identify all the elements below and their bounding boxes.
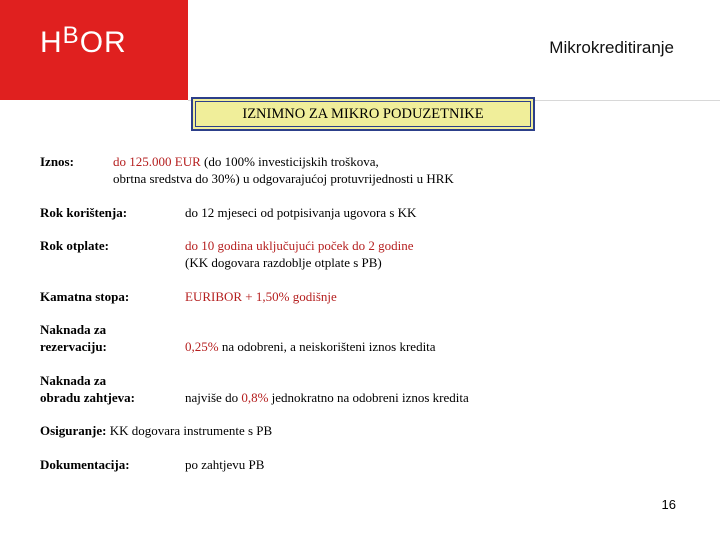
slide-title: Mikrokreditiranje	[549, 38, 674, 57]
title-banner-text: IZNIMNO ZA MIKRO PODUZETNIKE	[195, 101, 531, 127]
dokumentacija-value: po zahtjevu PB	[185, 457, 265, 472]
logo-letter-b: B	[62, 22, 80, 49]
rok-otplate-period: do 10 godina uključujući poček do 2 godine	[185, 238, 414, 253]
osiguranje-row	[40, 422, 272, 439]
logo-letter-r: R	[104, 26, 127, 59]
iznos-detail: (do 100% investicijskih troškova,	[200, 154, 379, 169]
rok-otplate-note: (KK dogovara razdoblje otplate s PB)	[185, 255, 382, 270]
naknada-rezervacija-value	[185, 338, 436, 355]
rok-otplate-value	[185, 237, 414, 271]
kamatna-stopa-label: Kamatna stopa:	[40, 289, 130, 304]
naknada-obrada-label-line2: obradu zahtjeva:	[40, 390, 135, 405]
logo-letter-o: O	[79, 26, 105, 59]
kamatna-stopa-value: EURIBOR + 1,50% godišnje	[185, 289, 337, 304]
osiguranje-value: KK dogovara instrumente s PB	[106, 423, 273, 438]
naknada-rezervacija-detail: na odobreni, a neiskorišteni iznos kredita	[218, 339, 436, 354]
hbor-logo	[40, 22, 127, 59]
naknada-rezervacija-rate: 0,25%	[185, 339, 219, 354]
naknada-rezervacija-label-line1: Naknada za	[40, 322, 107, 337]
naknada-obrada-label-line1: Naknada za	[40, 373, 107, 388]
naknada-obrada-value	[185, 389, 469, 406]
iznos-label: Iznos:	[40, 154, 74, 169]
logo-panel	[0, 0, 188, 100]
rok-otplate-label: Rok otplate:	[40, 238, 109, 253]
page-number: 16	[661, 497, 676, 512]
header-band	[188, 0, 720, 101]
naknada-obrada-detail: jednokratno na odobreni iznos kredita	[268, 390, 469, 405]
naknada-obrada-rate: 0,8%	[241, 390, 269, 405]
iznos-amount: do 125.000 EUR	[113, 154, 201, 169]
iznos-detail-line2: obrtna sredstva do 30%) u odgovarajućoj protuvrijednosti u HRK	[113, 171, 454, 186]
rok-koristenja-label: Rok korištenja:	[40, 205, 128, 220]
osiguranje-label: Osiguranje:	[40, 423, 107, 438]
rok-koristenja-value: do 12 mjeseci od potpisivanja ugovora s KK	[185, 205, 417, 220]
iznos-value	[113, 153, 454, 187]
dokumentacija-label: Dokumentacija:	[40, 457, 130, 472]
naknada-rezervacija-label	[40, 321, 107, 355]
naknada-rezervacija-label-line2: rezervaciju:	[40, 339, 107, 354]
naknada-obrada-label	[40, 372, 135, 406]
naknada-obrada-prefix: najviše do	[185, 390, 242, 405]
title-banner	[191, 97, 535, 131]
logo-letter-h: H	[40, 26, 63, 59]
